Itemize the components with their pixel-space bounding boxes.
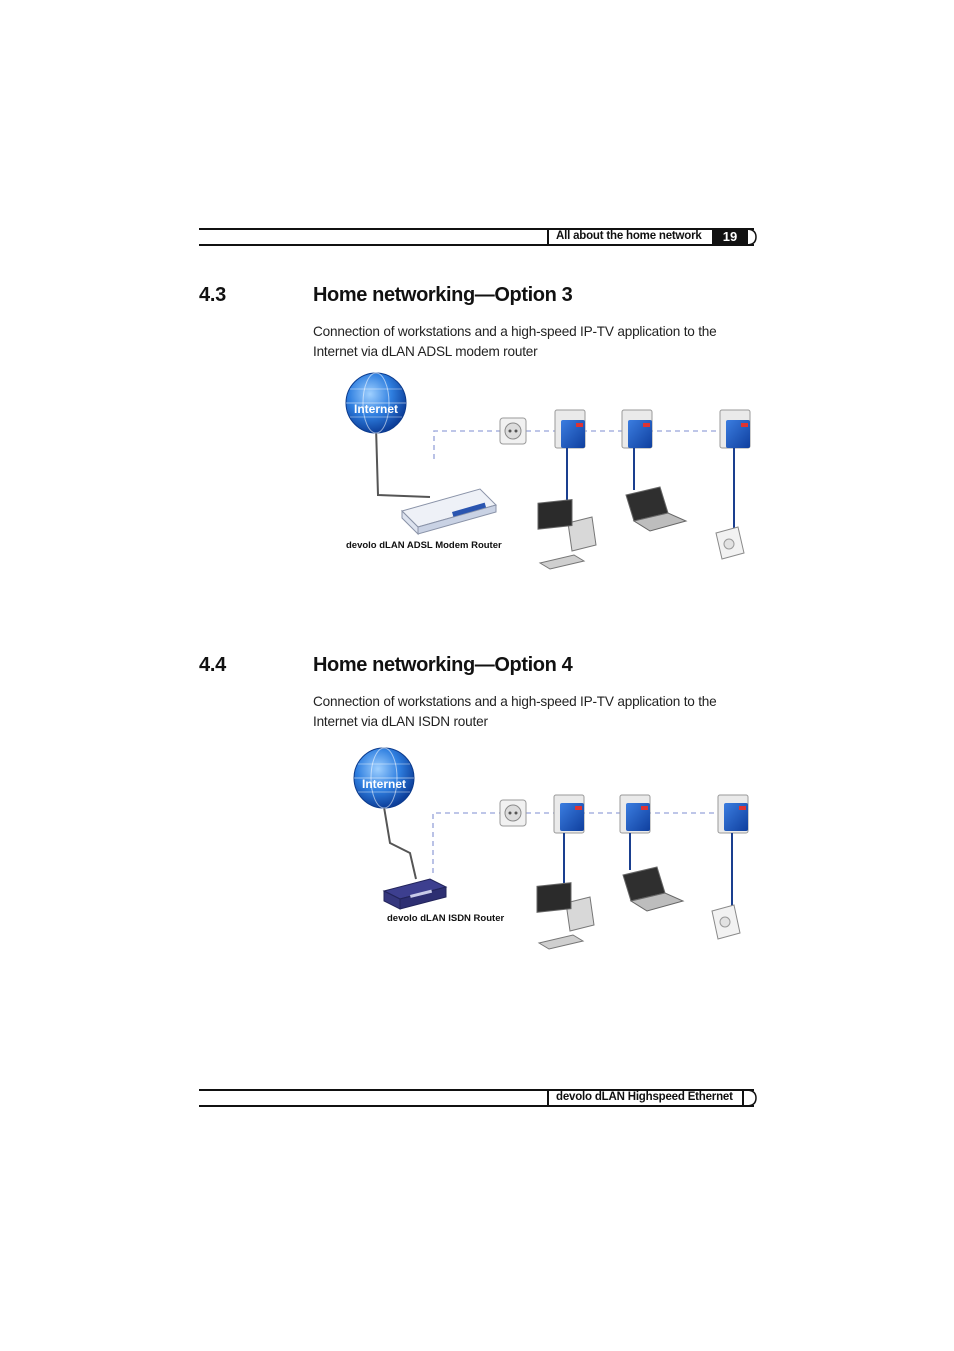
dlan-adapter-icon (554, 795, 584, 833)
desktop-computer-icon (537, 883, 594, 949)
footer-rule-bottom (199, 1105, 754, 1107)
footer-end-cap (744, 1089, 758, 1107)
dlan-adapter-icon (720, 410, 750, 448)
settop-box-icon (712, 905, 740, 939)
dlan-adapter-icon (718, 795, 748, 833)
wall-socket-icon (500, 800, 526, 826)
page-number: 19 (712, 229, 748, 245)
dlan-adapter-icon (620, 795, 650, 833)
section-description: Connection of workstations and a high-speed IP-TV application to the Internet via dLAN ADSL modem router (313, 324, 717, 359)
footer-separator (547, 1090, 549, 1106)
laptop-icon (623, 867, 683, 911)
section-description: Connection of workstations and a high-speed IP-TV application to the Internet via dLAN ISDN router (313, 694, 717, 729)
settop-box-icon (716, 527, 744, 559)
header-chapter-title: All about the home network (556, 230, 702, 242)
dlan-adapter-icon (622, 410, 652, 448)
section-title: Home networking—Option 4 (313, 654, 573, 676)
device-caption: devolo dLAN ADSL Modem Router (346, 540, 502, 551)
section-title: Home networking—Option 3 (313, 284, 573, 306)
header-separator (547, 229, 549, 245)
device-caption: devolo dLAN ISDN Router (387, 913, 505, 924)
laptop-icon (626, 487, 686, 531)
wall-socket-icon (500, 418, 526, 444)
desktop-computer-icon (538, 500, 596, 569)
section-number: 4.4 (199, 654, 226, 676)
isdn-router-icon (384, 879, 446, 909)
internet-globe-icon (346, 373, 406, 433)
globe-label: Internet (353, 402, 399, 416)
footer-product-name: devolo dLAN Highspeed Ethernet (556, 1091, 733, 1103)
header-end-cap (744, 228, 758, 246)
header-rule-bottom (199, 244, 754, 246)
internet-globe-icon (354, 748, 414, 808)
dlan-adapter-icon (555, 410, 585, 448)
section-number: 4.3 (199, 284, 226, 306)
globe-label: Internet (361, 777, 407, 791)
